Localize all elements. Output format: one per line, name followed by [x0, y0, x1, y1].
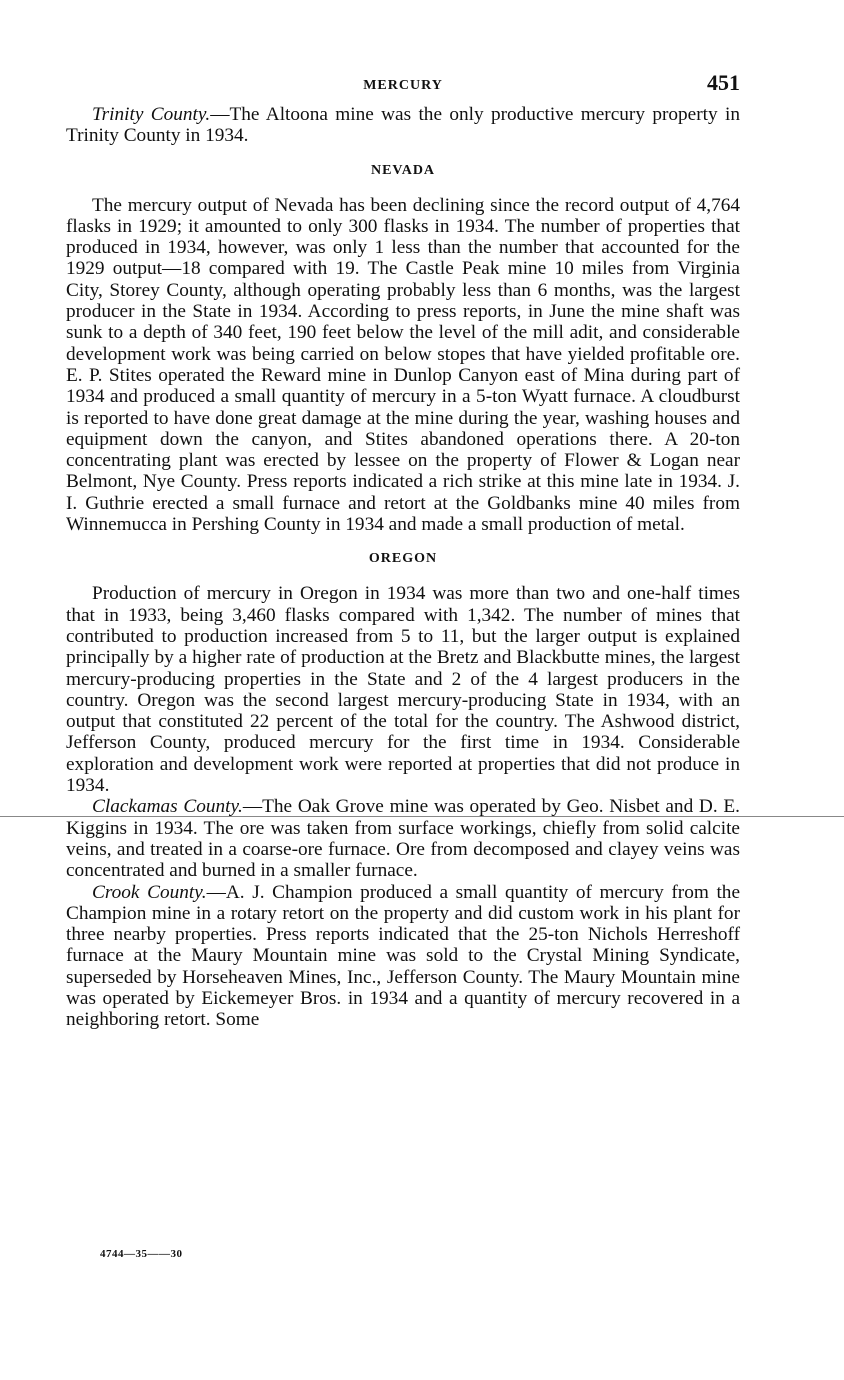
clackamas-lead-in: Clackamas County.	[92, 796, 243, 818]
page-header	[66, 70, 740, 104]
document-page	[66, 70, 740, 1031]
crook-county-paragraph	[66, 882, 740, 1031]
trinity-text: —The Altoona mine was the only productive mercury property in Trinity County in 1934.	[66, 104, 740, 147]
trinity-lead-in: Trinity County.	[92, 104, 211, 125]
page-number: 451	[707, 70, 740, 95]
crook-lead-in: Crook County.	[92, 881, 207, 903]
oregon-heading: OREGON	[368, 551, 438, 567]
nevada-heading: NEVADA	[370, 162, 436, 178]
oregon-intro-paragraph: Production of mercury in Oregon in 1934 was more than two and one-half times that in 1933, being 3,460 flasks compared with 1,342. The number of mines that contributed to production increased from 5 to 11, but the larger output is explained principally by a higher rate of production at the Bretz and Blackbutte mines, the largest mercury-producing properties in the State and 2 of the 4 largest producers in the country. Oregon was the second largest mercury-producing State in 1934, with an output that constituted 22 percent of the total for the country. The Ashwood district, Jefferson County, produced mercury for the first time in 1934. Considerable exploration and development work were reported at properties that did not produce in 1934.	[66, 583, 740, 797]
print-code: 4744—35——30	[100, 1248, 183, 1260]
trinity-county-paragraph	[66, 104, 740, 147]
nevada-paragraph: The mercury output of Nevada has been declining since the record output of 4,764 flasks in 1929; it amounted to only 300 flasks in 1934. The number of properties that produced in 1934, however, was only 1 less than the number that accounted for the 1929 output—18 compared with 19. The Castle Peak mine 10 miles from Virginia City, Storey County, although operating probably less than 6 months, was the largest producer in the State in 1934. According to press reports, in June the mine shaft was sunk to a depth of 340 feet, 190 feet below the level of the mill adit, and considerable development work was being carried on below stopes that have yielded profitable ore. E. P. Stites operated the Reward mine in Dunlop Canyon east of Mina during part of 1934 and produced a small quantity of mercury in a 5-ton Wyatt furnace. A cloudburst is reported to have done great damage at the mine during the year, washing houses and equipment down the canyon, and Stites abandoned operations there. A 20-ton concentrating plant was erected by lessee on the property of Flower & Logan near Belmont, Nye County. Press reports indicated a rich strike at this mine late in 1934. J. I. Guthrie erected a small furnace and retort at the Goldbanks mine 40 miles from Winnemucca in Pershing County in 1934 and made a small production of metal.	[66, 194, 740, 536]
clackamas-text: —The Oak Grove mine was operated by Geo. Nisbet and D. E. Kiggins in 1934. The ore was taken from surface workings, chiefly from solid calcite veins, and treated in a coarse-ore furnace. Ore from decomposed and clayey veins was concentrated and burned in a smaller furnace.	[66, 796, 740, 882]
running-head: MERCURY	[363, 78, 443, 93]
crook-text: —A. J. Champion produced a small quantity of mercury from the Champion mine in a rotary retort on the property and did custom work in his plant for three nearby properties. Press reports indicated that the 25-ton Nichols Herreshoff furnace at the Maury Mountain mine was sold to the Crystal Mining Syndicate, superseded by Horseheaven Mines, Inc., Jefferson County. The Maury Mountain mine was operated by Eickemeyer Bros. in 1934 and a quantity of mercury recovered in a neighboring retort. Some	[66, 881, 741, 1031]
clackamas-county-paragraph	[66, 796, 740, 881]
